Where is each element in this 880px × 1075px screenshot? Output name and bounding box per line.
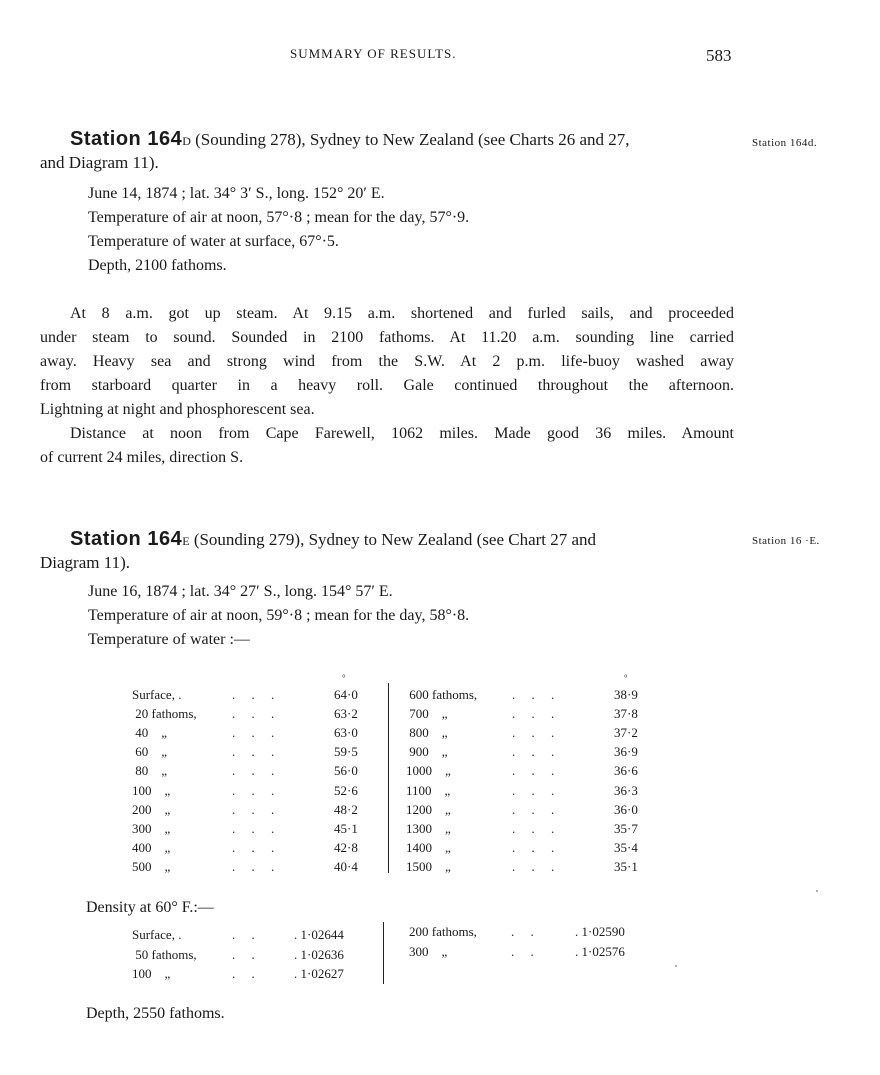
station-e-details [88, 580, 469, 652]
station-d-water-temp: Temperature of water at surface, 67°·5. [88, 233, 339, 250]
station-d-details [88, 182, 469, 278]
density-left-value: . 1·02636 [294, 946, 344, 962]
station-d-depth: Depth, 2100 fathoms. [88, 257, 227, 274]
paper-speck [675, 965, 677, 967]
density-left-depth-label: Surface, . [132, 927, 182, 942]
temp-left-row [132, 838, 372, 857]
temp-left-depth-label: 60 „ [132, 744, 168, 760]
station-d-date-position: June 14, 1874 ; lat. 34° 3′ S., long. 152° 20′ E. [88, 185, 385, 202]
temp-right-depth-label: 1400 „ [406, 839, 451, 855]
temp-right-value: 35·1 [614, 858, 638, 874]
temp-left-depth-label: 400 „ [132, 839, 171, 855]
temp-left-leader-dots: . . . [232, 706, 275, 722]
temp-left-value: 56·0 [334, 763, 358, 779]
temp-right-value: 36·6 [614, 763, 638, 779]
temp-right-leader-dots: . . . [512, 687, 555, 702]
temp-left-value: 45·1 [334, 820, 358, 836]
station-e-heading [70, 528, 740, 552]
temp-left-row [132, 704, 372, 723]
density-left-depth-label: 100 „ [132, 966, 171, 981]
temp-left-value: 42·8 [334, 839, 358, 855]
density-left-row [132, 964, 372, 983]
temp-right-leader-dots: . . . [512, 839, 555, 855]
temp-left-value: 52·6 [334, 782, 358, 798]
station-d-title-suffix: D [182, 134, 191, 148]
density-right-row [409, 942, 649, 961]
temp-left-value: 63·0 [334, 725, 358, 741]
temp-right-row [406, 781, 646, 800]
station-e-title-suffix: E [182, 534, 190, 548]
density-right-depth-label: 300 „ [409, 943, 448, 959]
temp-left-depth-label: 300 „ [132, 820, 171, 836]
temp-right-value: 37·8 [614, 706, 638, 722]
temp-right-leader-dots: . . . [512, 763, 555, 779]
temp-left-value: 40·4 [334, 858, 358, 874]
temp-right-leader-dots: . . . [512, 782, 555, 798]
temp-right-depth-label: 900 „ [406, 744, 448, 760]
density-left-value: . 1·02627 [294, 966, 344, 981]
temp-right-leader-dots: . . . [512, 725, 555, 741]
temp-left-leader-dots: . . . [232, 782, 275, 798]
density-left-leader-dots: . . [232, 966, 255, 981]
temp-left-leader-dots: . . . [232, 744, 275, 760]
station-e-air-temp: Temperature of air at noon, 59°·8 ; mean for the day, 58°·8. [88, 607, 470, 624]
temp-left-row [132, 800, 372, 819]
density-left-depth-label: 50 fathoms, [132, 946, 197, 962]
temp-right-depth-label: 600 fathoms, [406, 687, 478, 702]
temp-left-leader-dots: . . . [232, 801, 275, 817]
density-left-leader-dots: . . [232, 927, 255, 942]
station-e-date-position: June 16, 1874 ; lat. 34° 27′ S., long. 154° 57′ E. [88, 583, 393, 600]
temp-right-leader-dots: . . . [512, 858, 555, 874]
density-right-row [409, 922, 649, 941]
temp-right-row [406, 857, 646, 876]
narrative-line: under steam to sound. Sounded in 2100 fathoms. At 11.20 a.m. sounding line carried [40, 329, 734, 346]
density-heading: Density at 60° F.:— [86, 899, 214, 916]
temp-right-value: 36·9 [614, 744, 638, 760]
station-d-air-temp: Temperature of air at noon, 57°·8 ; mean for the day, 57°·9. [88, 209, 470, 226]
temp-right-row [406, 800, 646, 819]
temp-left-value: 63·2 [334, 706, 358, 722]
narrative-line: away. Heavy sea and strong wind from the S.W. At 2 p.m. life-buoy washed away [40, 353, 734, 370]
temp-right-depth-label: 1500 „ [406, 858, 451, 874]
running-title: SUMMARY OF RESULTS. [290, 46, 457, 61]
temp-right-value: 35·4 [614, 839, 638, 855]
temp-left-value: 48·2 [334, 801, 358, 817]
temp-left-row [132, 685, 372, 704]
temp-right-leader-dots: . . . [512, 820, 555, 836]
temp-left-depth-label: 80 „ [132, 763, 168, 779]
temp-left-leader-dots: . . . [232, 725, 275, 741]
temp-left-row [132, 781, 372, 800]
page-number: 583 [706, 46, 732, 65]
station-d-narrative [40, 302, 734, 470]
station-e-title-number: 164 [147, 528, 183, 550]
density-right-leader-dots: . . [511, 924, 534, 939]
density-right-leader-dots: . . [511, 943, 534, 959]
temp-right-depth-label: 1200 „ [406, 801, 451, 817]
distance-line: of current 24 miles, direction S. [40, 449, 244, 466]
temp-right-depth-label: 700 „ [406, 706, 448, 722]
temp-right-depth-label: 1000 „ [406, 763, 451, 779]
temp-right-value: 36·0 [614, 801, 638, 817]
temp-left-leader-dots: . . . [232, 858, 275, 874]
temp-left-depth-label: 200 „ [132, 801, 171, 817]
temp-left-depth-label: 500 „ [132, 858, 171, 874]
temp-left-leader-dots: . . . [232, 687, 275, 702]
degree-mark: ° [624, 673, 628, 683]
temp-left-row [132, 819, 372, 838]
station-d-margin-note: Station 164d. [752, 137, 818, 149]
temp-right-value: 37·2 [614, 725, 638, 741]
temp-right-leader-dots: . . . [512, 801, 555, 817]
temp-left-leader-dots: . . . [232, 820, 275, 836]
temp-left-leader-dots: . . . [232, 763, 275, 779]
table-divider [388, 683, 389, 873]
table-divider [383, 922, 384, 984]
temp-left-row [132, 742, 372, 761]
temp-right-row [406, 685, 646, 704]
temp-left-depth-label: 20 fathoms, [132, 706, 197, 722]
temp-right-row [406, 742, 646, 761]
temp-left-value: 59·5 [334, 744, 358, 760]
temp-left-depth-label: 40 „ [132, 725, 168, 741]
temp-right-leader-dots: . . . [512, 744, 555, 760]
station-e-title-prefix: Station [70, 528, 148, 550]
temp-left-leader-dots: . . . [232, 839, 275, 855]
density-left-leader-dots: . . [232, 946, 255, 962]
station-e-title-rest: (Sounding 279), Sydney to New Zealand (see Chart 27 and [189, 530, 597, 549]
station-d-heading [70, 128, 740, 152]
station-e-margin-note: Station 16 ·E. [752, 535, 820, 547]
temp-right-depth-label: 1100 „ [406, 782, 451, 798]
distance-line: Distance at noon from Cape Farewell, 1062 miles. Made good 36 miles. Amount [70, 425, 734, 442]
temp-right-depth-label: 800 „ [406, 725, 448, 741]
narrative-line: Lightning at night and phosphorescent sea. [40, 401, 315, 418]
station-e-heading-line2: Diagram 11). [40, 553, 131, 572]
station-e-depth: Depth, 2550 fathoms. [86, 1005, 225, 1022]
temp-right-depth-label: 1300 „ [406, 820, 451, 836]
narrative-line: At 8 a.m. got up steam. At 9.15 a.m. shortened and furled sails, and proceeded [70, 305, 734, 322]
temp-left-depth-label: Surface, . [132, 687, 182, 702]
degree-mark: ° [342, 673, 346, 683]
temp-right-value: 38·9 [614, 687, 638, 702]
density-right-value: . 1·02590 [575, 924, 625, 939]
temp-right-value: 35·7 [614, 820, 638, 836]
density-left-value: . 1·02644 [294, 927, 344, 942]
density-left-row [132, 925, 372, 944]
narrative-line: from starboard quarter in a heavy roll. Gale continued throughout the afternoon. [40, 377, 734, 394]
temp-right-row [406, 723, 646, 742]
temp-right-row [406, 704, 646, 723]
temp-right-value: 36·3 [614, 782, 638, 798]
station-d-heading-line2: and Diagram 11). [40, 153, 159, 172]
temp-right-row [406, 819, 646, 838]
density-left-row [132, 945, 372, 964]
temp-left-row [132, 761, 372, 780]
paper-speck [816, 890, 818, 892]
temp-left-depth-label: 100 „ [132, 782, 171, 798]
temp-left-row [132, 857, 372, 876]
density-right-depth-label: 200 fathoms, [409, 924, 477, 939]
temp-right-row [406, 838, 646, 857]
temp-left-row [132, 723, 372, 742]
density-right-value: . 1·02576 [575, 943, 625, 959]
station-d-title-rest: (Sounding 278), Sydney to New Zealand (see Charts 26 and 27, [190, 130, 630, 149]
temp-left-value: 64·0 [334, 687, 358, 702]
temp-right-leader-dots: . . . [512, 706, 555, 722]
station-d-title-prefix: Station 164 [70, 128, 183, 150]
temp-right-row [406, 761, 646, 780]
station-e-water-temp-heading: Temperature of water :— [88, 631, 250, 648]
